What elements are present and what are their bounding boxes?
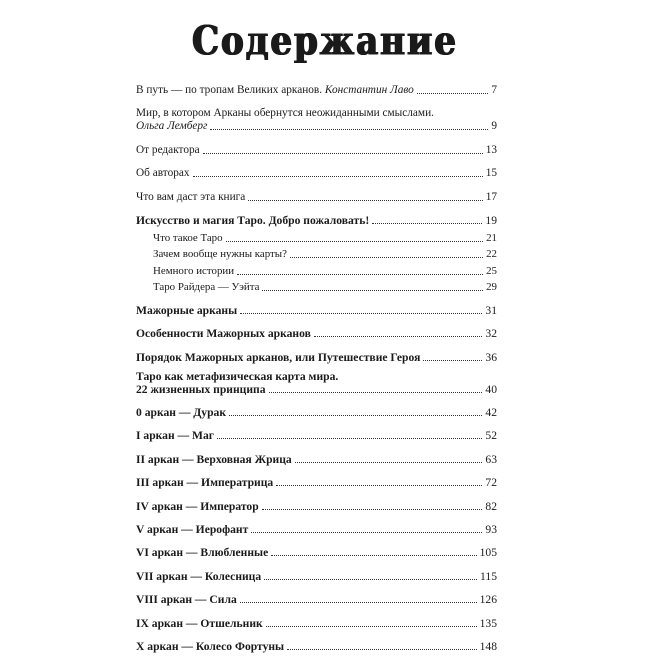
- toc-section: [136, 593, 497, 606]
- dot-leader: [264, 579, 477, 580]
- toc-entry: [136, 107, 497, 133]
- dot-leader: [262, 509, 483, 510]
- toc-subentry: [153, 248, 497, 261]
- toc-entry-title: V аркан — Иерофант: [136, 522, 249, 536]
- toc-entry-title: III аркан — Императрица: [136, 476, 274, 490]
- toc-entry: [136, 191, 497, 204]
- dot-leader: [295, 462, 483, 463]
- toc-entry-page: 29: [486, 280, 497, 293]
- dot-leader: [240, 602, 477, 603]
- toc-entry-title: IX аркан — Отшельник: [136, 616, 263, 630]
- toc-entry: [136, 144, 497, 157]
- toc-section: [136, 617, 497, 630]
- toc-section: [136, 214, 497, 227]
- toc-entry: [136, 167, 497, 180]
- table-of-contents: [136, 84, 497, 663]
- toc-entry-title: VIII аркан — Сила: [136, 593, 237, 607]
- toc-entry-title: 0 аркан — Дурак: [136, 406, 227, 420]
- toc-entry-page: 115: [480, 569, 497, 583]
- toc-entry-page: 19: [485, 213, 497, 227]
- toc-entry-title: I аркан — Маг: [136, 429, 215, 443]
- dot-leader: [262, 290, 483, 291]
- toc-entry-title: Искусство и магия Таро. Добро пожаловать!: [136, 213, 370, 227]
- toc-entry-author: Константин Лаво: [324, 84, 414, 96]
- toc-entry: [136, 84, 497, 97]
- toc-entry-page: 36: [485, 350, 497, 364]
- toc-entry-page: 72: [485, 476, 497, 490]
- toc-section: [136, 546, 497, 559]
- dot-leader: [266, 626, 477, 627]
- toc-entry-title: Зачем вообще нужны карты?: [153, 248, 287, 261]
- dot-leader: [290, 257, 483, 258]
- dot-leader: [237, 274, 483, 275]
- toc-entry-title: Порядок Мажорных арканов, или Путешествие Героя: [136, 350, 421, 364]
- toc-entry-title: II аркан — Верховная Жрица: [136, 452, 292, 466]
- toc-subentry: [153, 281, 497, 294]
- toc-entry-page: 9: [491, 120, 497, 133]
- toc-section: [136, 429, 497, 442]
- toc-entry-page: 52: [485, 429, 497, 443]
- toc-entry-title: 22 жизненных принципа: [136, 382, 266, 396]
- toc-section: [136, 370, 497, 396]
- toc-entry-page: 148: [479, 639, 497, 653]
- toc-entry-title: Таро как метафизическая карта мира.: [136, 369, 339, 383]
- toc-entry-page: 105: [479, 546, 497, 560]
- toc-entry-title: Мир, в котором Арканы обернутся неожиданными смыслами.: [136, 107, 434, 120]
- toc-entry-title: IV аркан — Император: [136, 499, 259, 513]
- dot-leader: [203, 153, 483, 154]
- dot-leader: [240, 313, 482, 314]
- dot-leader: [372, 223, 482, 224]
- dot-leader: [210, 129, 488, 130]
- dot-leader: [423, 360, 482, 361]
- toc-entry-page: 40: [485, 382, 497, 396]
- toc-entry-title: В путь — по тропам Великих арканов.: [136, 84, 325, 96]
- toc-entry-page: 13: [485, 143, 497, 156]
- toc-entry-author: Ольга Лемберг: [136, 120, 208, 133]
- dot-leader: [193, 176, 483, 177]
- toc-section: [136, 453, 497, 466]
- toc-subentry: [153, 265, 497, 278]
- toc-entry-title: VII аркан — Колесница: [136, 569, 262, 583]
- toc-entry-page: 17: [485, 190, 497, 203]
- toc-section: [136, 476, 497, 489]
- toc-entry-page: 15: [485, 167, 497, 180]
- dot-leader: [276, 485, 482, 486]
- toc-section: [136, 351, 497, 364]
- dot-leader: [229, 415, 482, 416]
- toc-entry-title: Немного истории: [153, 264, 235, 277]
- page-title: Содержание: [192, 18, 458, 66]
- toc-entry-title: X аркан — Колесо Фортуны: [136, 639, 285, 653]
- toc-section: [136, 304, 497, 317]
- toc-entry-page: 25: [486, 264, 497, 277]
- toc-entry-page: 63: [485, 452, 497, 466]
- dot-leader: [226, 241, 484, 242]
- dot-leader: [248, 200, 482, 201]
- dot-leader: [217, 438, 482, 439]
- toc-section: [136, 523, 497, 536]
- toc-entry-page: 42: [485, 406, 497, 420]
- toc-entry-page: 7: [491, 84, 497, 96]
- toc-entry-page: 31: [485, 303, 497, 317]
- toc-entry-title: Особенности Мажорных арканов: [136, 327, 311, 341]
- dot-leader: [417, 93, 489, 94]
- dot-leader: [251, 532, 482, 533]
- toc-entry-title: VI аркан — Влюбленные: [136, 546, 269, 560]
- dot-leader: [314, 336, 483, 337]
- toc-entry-title: Таро Райдера — Уэйта: [153, 280, 260, 293]
- toc-entry-page: 32: [485, 327, 497, 341]
- toc-entry-title: От редактора: [136, 143, 200, 156]
- toc-section: [136, 640, 497, 653]
- toc-entry-page: 93: [485, 522, 497, 536]
- toc-section: [136, 406, 497, 419]
- toc-section: [136, 500, 497, 513]
- toc-subentry: [153, 232, 497, 245]
- toc-entry-title: Что такое Таро: [153, 231, 223, 244]
- toc-entry-title: Об авторах: [136, 167, 190, 180]
- toc-section: [136, 570, 497, 583]
- toc-entry-page: 21: [486, 231, 497, 244]
- toc-entry-page: 82: [485, 499, 497, 513]
- toc-section: [136, 327, 497, 340]
- dot-leader: [271, 555, 476, 556]
- toc-entry-page: 126: [479, 593, 497, 607]
- dot-leader: [269, 392, 483, 393]
- toc-entry-title: Что вам даст эта книга: [136, 190, 246, 203]
- toc-entry-title: Мажорные арканы: [136, 303, 238, 317]
- toc-entry-page: 22: [486, 248, 497, 261]
- toc-entry-page: 135: [479, 616, 497, 630]
